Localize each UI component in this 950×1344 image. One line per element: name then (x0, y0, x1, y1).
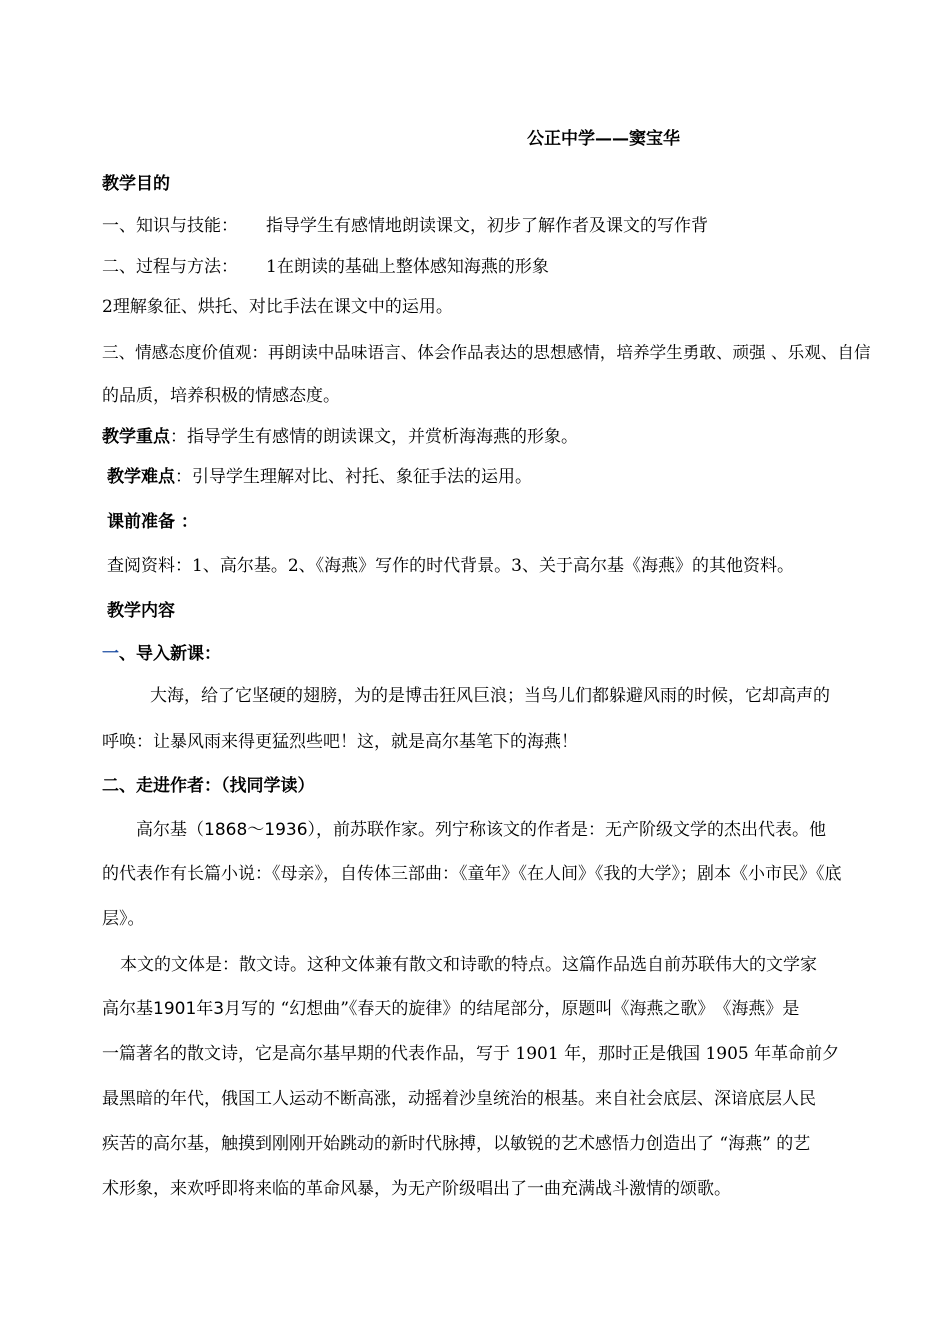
objectives-heading: 教学目的 (102, 174, 170, 194)
intro-number: 一 (102, 644, 119, 664)
preparation-heading: 课前准备 ： (107, 512, 198, 532)
difficulty-label: 教学难点 (107, 467, 175, 487)
difficulty-line (107, 465, 532, 489)
author-heading: 二、走进作者：（找同学读） (102, 776, 315, 796)
genre-line-6: 术形象，来欢呼即将来临的革命风暴，为无产阶级唱出了一曲充满战斗激情的颂歌。 (102, 1179, 731, 1199)
intro-line-1: 大海，给了它坚硬的翅膀，为的是博击狂风巨浪；当鸟儿们都躲避风雨的时候，它却高声的 (150, 686, 830, 706)
author-para-line-3: 层》。 (102, 909, 145, 929)
knowledge-line (102, 214, 708, 238)
author-line-1b: ），前苏联作家。列宁称该文的作者是：无产阶级文学的杰出代表。他 (307, 820, 827, 840)
emotion-line-1: 三、情感态度价值观：再朗读中品味语言、体会作品表达的思想感情，培养学生勇敢、顽强 、乐观、自信 (102, 343, 871, 362)
author-para-line-1 (136, 818, 826, 842)
key-point-line (102, 425, 578, 449)
intro-heading (102, 642, 221, 666)
knowledge-text: 指导学生有感情地朗读课文，初步了解作者及课文的写作背 (266, 216, 708, 236)
process-line (102, 255, 549, 279)
genre-month: 3 (213, 999, 225, 1019)
author-line-1a: 高尔基（ (136, 820, 204, 840)
genre-line-5: 疾苦的高尔基，触摸到刚刚开始跳动的新时代脉搏，以敏锐的艺术感悟力创造出了 “海燕” 的艺 (102, 1134, 811, 1154)
difficulty-text: ：引导学生理解对比、衬托、象征手法的运用。 (175, 467, 532, 487)
key-point-label: 教学重点 (102, 427, 170, 447)
author-para-line-2: 的代表作有长篇小说：《母亲》，自传体三部曲：《童年》《在人间》《我的大学》；剧本《小市民》《底 (102, 864, 842, 884)
process-text-1: 1在朗读的基础上整体感知海燕的形象 (266, 257, 549, 277)
genre-line-4: 最黑暗的年代，俄国工人运动不断高涨，动摇着沙皇统治的根基。来自社会底层、深谙底层人民 (102, 1089, 816, 1109)
intro-heading-text: 、导入新课： (119, 644, 221, 664)
intro-line-2: 呼唤：让暴风雨来得更猛烈些吧！这，就是高尔基笔下的海燕！ (102, 732, 578, 752)
genre-line-2b: 年 (196, 999, 214, 1019)
author-line: 公正中学——窦宝华 (527, 129, 680, 149)
key-point-text: ：指导学生有感情的朗读课文，并赏析海海燕的形象。 (170, 427, 578, 447)
genre-line-1: 本文的文体是：散文诗。这种文体兼有散文和诗歌的特点。这篇作品选自前苏联伟大的文学家 (120, 955, 817, 975)
preparation-text: 查阅资料：1、高尔基。2、《海燕》写作的时代背景。3、关于高尔基《海燕》的其他资料。 (107, 556, 794, 576)
genre-line-2c: 月写的 “幻想曲”《春天的旋律》的结尾部分，原题叫《海燕之歌》 《海燕》是 (224, 999, 800, 1019)
genre-line-2a: 高尔基 (102, 999, 153, 1019)
knowledge-label: 一、知识与技能： (102, 216, 238, 236)
genre-year: 1901 (153, 999, 197, 1019)
genre-line-2 (102, 997, 799, 1021)
author-years: 1868～1936 (204, 820, 308, 840)
process-label: 二、过程与方法： (102, 257, 238, 277)
content-heading: 教学内容 (107, 601, 175, 621)
genre-line-3: 一篇著名的散文诗，它是高尔基早期的代表作品，写于 1901 年，那时正是俄国 1905 年革命前夕 (102, 1044, 840, 1064)
emotion-line-2: 的品质，培养积极的情感态度。 (102, 386, 340, 406)
process-text-2: 2理解象征、烘托、对比手法在课文中的运用。 (102, 297, 453, 317)
